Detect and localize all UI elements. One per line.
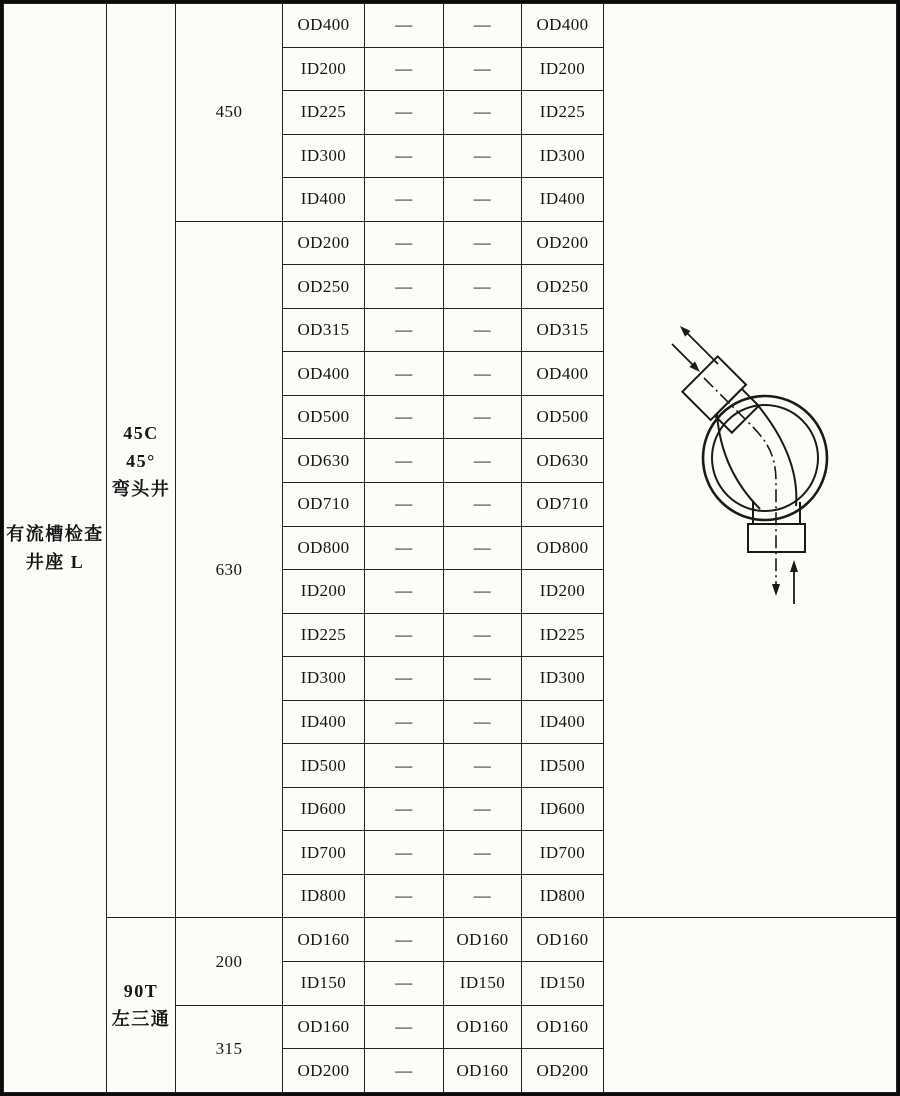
value-cell: ID400 bbox=[283, 700, 365, 744]
value-cell: — bbox=[365, 221, 444, 265]
well-type-line: 弯头井 bbox=[111, 478, 171, 499]
value-cell: OD400 bbox=[283, 4, 365, 48]
well-type-line: 45° bbox=[126, 450, 156, 471]
value-cell: — bbox=[444, 4, 522, 48]
well-type-line: 90T bbox=[123, 981, 159, 1002]
value-cell: ID225 bbox=[522, 613, 604, 657]
value-cell: ID200 bbox=[522, 47, 604, 91]
value-cell: — bbox=[444, 874, 522, 918]
value-cell: OD400 bbox=[522, 4, 604, 48]
value-cell: — bbox=[444, 787, 522, 831]
value-cell: — bbox=[365, 91, 444, 135]
value-cell: OD250 bbox=[283, 265, 365, 309]
value-cell: ID150 bbox=[444, 962, 522, 1006]
value-cell: ID300 bbox=[283, 134, 365, 178]
value-cell: OD200 bbox=[283, 221, 365, 265]
value-cell: OD200 bbox=[283, 1049, 365, 1093]
value-cell: OD400 bbox=[283, 352, 365, 396]
value-cell: — bbox=[365, 395, 444, 439]
value-cell: — bbox=[365, 570, 444, 614]
value-cell: — bbox=[444, 570, 522, 614]
value-cell: ID300 bbox=[283, 657, 365, 701]
well-size-cell: 200 bbox=[176, 918, 283, 1005]
value-cell: — bbox=[444, 526, 522, 570]
value-cell: — bbox=[444, 91, 522, 135]
value-cell: OD160 bbox=[522, 918, 604, 962]
spec-table-body bbox=[4, 4, 897, 1093]
value-cell: OD160 bbox=[444, 1049, 522, 1093]
value-cell: OD250 bbox=[522, 265, 604, 309]
well-type-cell bbox=[107, 4, 176, 918]
value-cell: ID400 bbox=[522, 700, 604, 744]
value-cell: ID150 bbox=[522, 962, 604, 1006]
value-cell: OD315 bbox=[283, 308, 365, 352]
value-cell: OD500 bbox=[522, 395, 604, 439]
value-cell: — bbox=[444, 178, 522, 222]
value-cell: OD315 bbox=[522, 308, 604, 352]
well-type-cell bbox=[107, 918, 176, 1093]
value-cell: OD630 bbox=[522, 439, 604, 483]
well-size-cell: 630 bbox=[176, 221, 283, 918]
value-cell: OD710 bbox=[522, 483, 604, 527]
value-cell: — bbox=[444, 613, 522, 657]
value-cell: OD160 bbox=[444, 918, 522, 962]
value-cell: OD200 bbox=[522, 1049, 604, 1093]
value-cell: — bbox=[365, 831, 444, 875]
value-cell: OD400 bbox=[522, 352, 604, 396]
value-cell: — bbox=[365, 134, 444, 178]
value-cell: — bbox=[365, 4, 444, 48]
value-cell: — bbox=[365, 47, 444, 91]
value-cell: — bbox=[444, 439, 522, 483]
elbow-well-diagram bbox=[620, 296, 880, 626]
table-row bbox=[4, 918, 897, 962]
value-cell: ID700 bbox=[283, 831, 365, 875]
value-cell: ID200 bbox=[283, 47, 365, 91]
value-cell: OD160 bbox=[283, 1005, 365, 1049]
row-label-line: 井座 L bbox=[25, 552, 85, 572]
value-cell: — bbox=[365, 1005, 444, 1049]
value-cell: ID225 bbox=[522, 91, 604, 135]
row-label-line: 有流槽检查 bbox=[6, 524, 104, 544]
value-cell: OD710 bbox=[283, 483, 365, 527]
value-cell: ID150 bbox=[283, 962, 365, 1006]
spec-table bbox=[3, 3, 897, 1093]
flow-centerline bbox=[704, 378, 776, 586]
value-cell: OD160 bbox=[522, 1005, 604, 1049]
value-cell: — bbox=[365, 657, 444, 701]
value-cell: — bbox=[365, 613, 444, 657]
value-cell: ID300 bbox=[522, 657, 604, 701]
value-cell: — bbox=[444, 395, 522, 439]
value-cell: — bbox=[365, 700, 444, 744]
value-cell: ID225 bbox=[283, 91, 365, 135]
value-cell: — bbox=[444, 308, 522, 352]
table-row bbox=[4, 4, 897, 48]
value-cell: ID225 bbox=[283, 613, 365, 657]
diagram-cell bbox=[604, 4, 897, 918]
value-cell: OD800 bbox=[522, 526, 604, 570]
value-cell: — bbox=[365, 439, 444, 483]
well-type-line: 45C bbox=[123, 422, 159, 443]
value-cell: — bbox=[365, 526, 444, 570]
value-cell: ID200 bbox=[283, 570, 365, 614]
value-cell: ID400 bbox=[522, 178, 604, 222]
arrowhead-up-bottom bbox=[790, 560, 798, 572]
value-cell: ID800 bbox=[283, 874, 365, 918]
value-cell: OD200 bbox=[522, 221, 604, 265]
value-cell: OD630 bbox=[283, 439, 365, 483]
value-cell: — bbox=[365, 178, 444, 222]
value-cell: — bbox=[365, 483, 444, 527]
value-cell: OD160 bbox=[283, 918, 365, 962]
well-size-cell: 315 bbox=[176, 1005, 283, 1092]
inflow-arrow-top bbox=[672, 344, 694, 366]
value-cell: — bbox=[365, 265, 444, 309]
well-size-cell: 450 bbox=[176, 4, 283, 222]
value-cell: ID600 bbox=[522, 787, 604, 831]
value-cell: — bbox=[444, 700, 522, 744]
value-cell: ID200 bbox=[522, 570, 604, 614]
value-cell: OD160 bbox=[444, 1005, 522, 1049]
value-cell: — bbox=[444, 657, 522, 701]
value-cell: ID400 bbox=[283, 178, 365, 222]
value-cell: OD500 bbox=[283, 395, 365, 439]
value-cell: — bbox=[444, 265, 522, 309]
value-cell: — bbox=[365, 787, 444, 831]
row-label-well-seat bbox=[4, 4, 107, 1093]
value-cell: — bbox=[444, 134, 522, 178]
value-cell: — bbox=[444, 352, 522, 396]
diagram-cell-empty bbox=[604, 918, 897, 1093]
value-cell: ID500 bbox=[283, 744, 365, 788]
value-cell: — bbox=[444, 47, 522, 91]
value-cell: ID600 bbox=[283, 787, 365, 831]
value-cell: — bbox=[444, 483, 522, 527]
value-cell: ID300 bbox=[522, 134, 604, 178]
value-cell: — bbox=[365, 744, 444, 788]
value-cell: OD800 bbox=[283, 526, 365, 570]
value-cell: — bbox=[365, 962, 444, 1006]
value-cell: ID800 bbox=[522, 874, 604, 918]
arrowhead-down-bottom bbox=[772, 584, 780, 596]
value-cell: — bbox=[444, 831, 522, 875]
value-cell: — bbox=[365, 918, 444, 962]
value-cell: — bbox=[444, 221, 522, 265]
value-cell: — bbox=[365, 1049, 444, 1093]
well-type-line: 左三通 bbox=[111, 1009, 171, 1030]
value-cell: ID500 bbox=[522, 744, 604, 788]
value-cell: — bbox=[365, 874, 444, 918]
value-cell: — bbox=[444, 744, 522, 788]
value-cell: ID700 bbox=[522, 831, 604, 875]
value-cell: — bbox=[365, 308, 444, 352]
outflow-arrow-top bbox=[686, 332, 718, 364]
well-inner-ring bbox=[712, 405, 818, 511]
value-cell: — bbox=[365, 352, 444, 396]
